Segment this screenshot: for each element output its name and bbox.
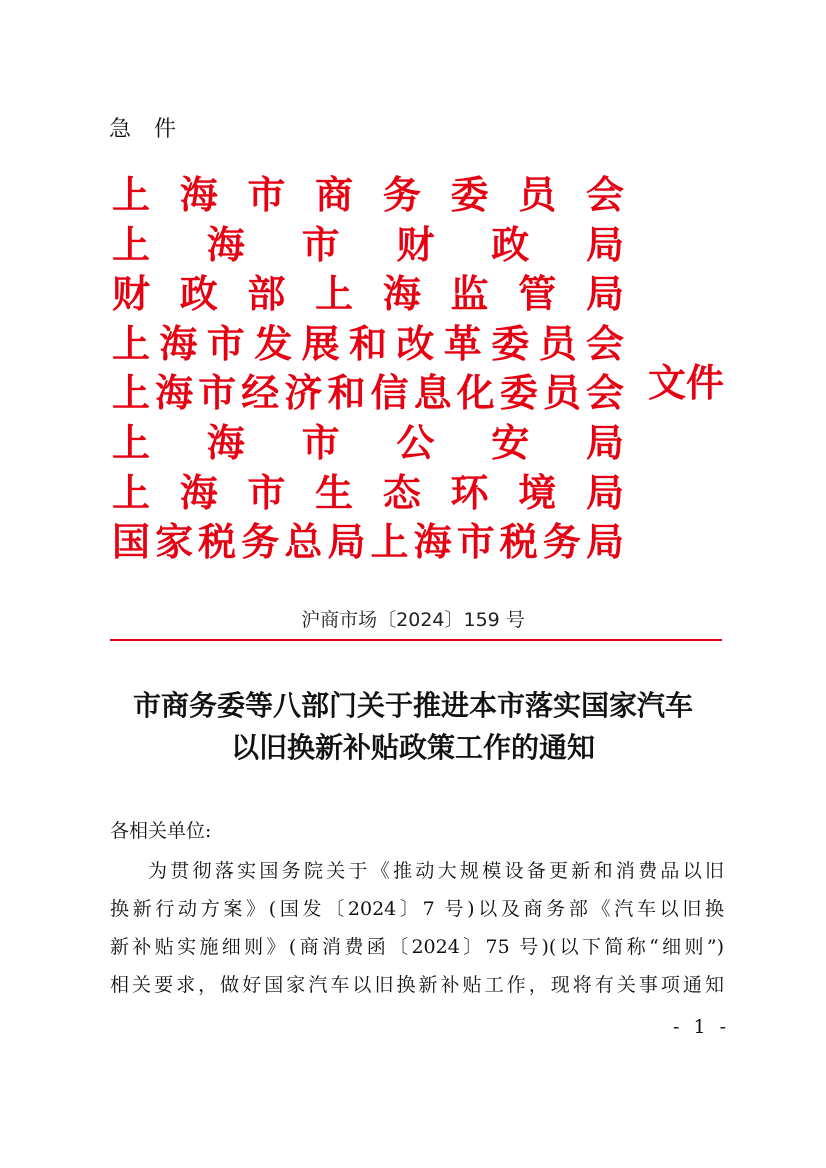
red-divider-line: [110, 639, 722, 641]
title-line-2: 以旧换新补贴政策工作的通知: [230, 731, 595, 764]
document-title: [100, 685, 726, 769]
urgency-label: 急 件: [109, 117, 184, 142]
issuer-tax-bureau: 国家税务总局上海市税务局: [112, 519, 624, 565]
issuer-public-security-bureau: 上海市公安局: [112, 419, 624, 465]
body-line-2: 换新行动方案》(国发〔2024〕7 号)以及商务部《汽车以旧换: [110, 898, 724, 920]
issuer-commerce-commission: 上海市商务委员会: [112, 172, 624, 217]
document-word: 文件: [648, 360, 725, 405]
page-number: - 1 -: [672, 1016, 730, 1038]
body-line-1: 为贯彻落实国务院关于《推动大规模设备更新和消费品以旧: [148, 860, 724, 882]
body-line-4: 相关要求，做好国家汽车以旧换新补贴工作，现将有关事项通知: [110, 974, 724, 996]
issuer-development-reform-commission: 上海市发展和改革委员会: [112, 320, 624, 366]
document-number: 沪商市场〔2024〕159 号: [301, 609, 525, 631]
title-line-1: 市商务委等八部门关于推进本市落实国家汽车: [132, 689, 693, 722]
body-paragraph: [110, 852, 724, 1004]
issuer-mof-supervision-bureau: 财政部上海监管局: [112, 271, 624, 317]
issuer-finance-bureau: 上海市财政局: [112, 221, 624, 267]
issuer-ecology-environment-bureau: 上海市生态环境局: [112, 469, 624, 515]
salutation: 各相关单位:: [110, 820, 212, 842]
issuer-economy-informatization-commission: 上海市经济和信息化委员会: [112, 370, 624, 416]
body-line-3: 新补贴实施细则》(商消费函〔2024〕75 号)(以下简称“细则”): [110, 936, 724, 958]
issuing-agencies: [112, 170, 624, 567]
